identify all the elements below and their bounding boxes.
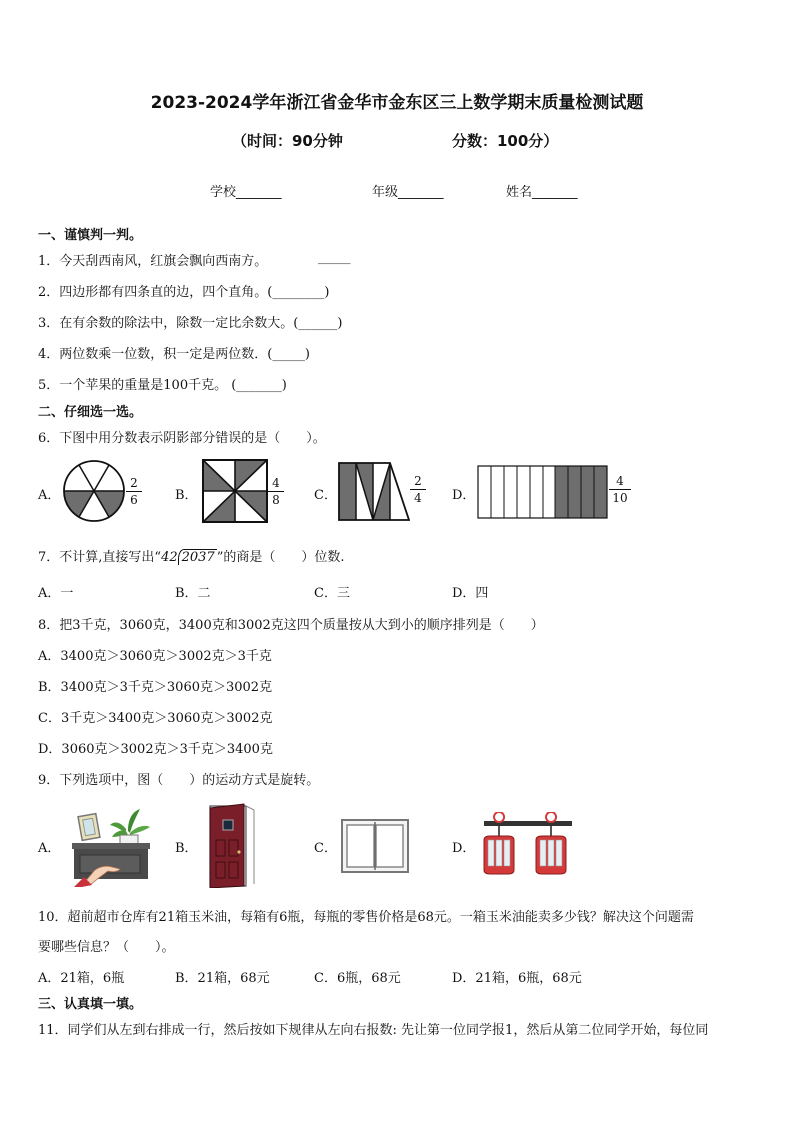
circle-shaded-sector-1 (94, 491, 124, 517)
fraction-c-numerator: 2 (414, 474, 422, 488)
question-6: 6．下图中用分数表示阴影部分错误的是（ ）。 (38, 431, 326, 446)
cable-car-picture (480, 812, 576, 880)
fraction-a-numerator: 2 (130, 476, 138, 490)
fraction-c (410, 474, 426, 505)
fraction-a (126, 476, 142, 507)
q9-label-d: D． (452, 841, 476, 856)
q10-option-c: C．6瓶，68元 (314, 971, 401, 986)
fraction-b-numerator: 4 (272, 476, 280, 490)
long-division-sign (178, 549, 217, 565)
question-7-pre: 7．不计算,直接写出“ (38, 550, 162, 565)
divisor: 42 (161, 550, 178, 565)
section-heading-judge: 一、谨慎判一判。 (38, 228, 143, 243)
question-5: 5．一个苹果的重量是100千克。 (_______) (38, 378, 287, 393)
section-heading-choose: 二、仔细选一选。 (38, 405, 143, 420)
q10-option-b: B．21箱，68元 (175, 971, 270, 986)
grade-field: 年级_______ (372, 185, 444, 200)
question-10-line2: 要哪些信息？（ ）。 (38, 940, 175, 955)
question-1: 1．今天刮西南风，红旗会飘向西南方。 (38, 254, 268, 269)
square-eighths-figure (202, 459, 268, 523)
question-2: 2．四边形都有四条直的边，四个直角。(________) (38, 285, 330, 300)
circle-sixths-figure (63, 460, 125, 522)
fraction-a-denominator: 6 (130, 493, 138, 507)
question-8: 8．把3千克，3060克，3400克和3002克这四个质量按从大到小的顺序排列是（ ） (38, 618, 544, 633)
question-7-post: ”的商是（ ）位数. (216, 550, 345, 565)
q9-label-b: B． (175, 841, 198, 856)
fraction-b (268, 476, 284, 507)
q7-option-d: D．四 (452, 586, 489, 601)
fraction-b-denominator: 8 (272, 493, 280, 507)
circle-shaded-sector-2 (64, 491, 94, 517)
fraction-d-numerator: 4 (616, 474, 624, 488)
q10-option-d: D．21箱，6瓶，68元 (452, 971, 582, 986)
question-9: 9．下列选项中，图（ ）的运动方式是旋转。 (38, 773, 320, 788)
q8-option-b: B．3400克＞3千克＞3060克＞3002克 (38, 680, 273, 695)
q6-label-b: B． (175, 488, 198, 503)
drawer-shelf-picture (70, 805, 152, 887)
q8-option-d: D．3060克＞3002克＞3千克＞3400克 (38, 742, 273, 757)
strip-tenths-figure (477, 465, 609, 519)
fraction-d (609, 474, 631, 505)
q7-option-c: C．三 (314, 586, 350, 601)
q9-label-c: C． (314, 841, 337, 856)
q7-option-a: A．一 (38, 586, 74, 601)
parallelogram-quarters-figure (338, 461, 410, 521)
question-3: 3．在有余数的除法中，除数一定比余数大。(______) (38, 316, 343, 331)
page-title: 2023-2024学年浙江省金华市金东区三上数学期末质量检测试题 (150, 93, 644, 113)
question-10-line1: 10．超前超市仓库有21箱玉米油，每箱有6瓶，每瓶的零售价格是68元。一箱玉米油能卖多少钱？解决这个问题需 (38, 910, 694, 925)
q10-option-a: A．21箱，6瓶 (38, 971, 125, 986)
q8-option-a: A．3400克＞3060克＞3002克＞3千克 (38, 649, 272, 664)
q6-label-a: A． (38, 488, 61, 503)
question-11: 11．同学们从左到右排成一行，然后按如下规律从左向右报数: 先让第一位同学报1，然后从第二位同学开始，每位同 (38, 1023, 709, 1038)
dividend: 2037 (181, 550, 215, 565)
question-1-blank: _____ (318, 250, 351, 265)
door-picture (206, 802, 260, 888)
q9-label-a: A． (38, 841, 61, 856)
name-field: 姓名_______ (506, 185, 578, 200)
exam-time: （时间：90分钟 (232, 132, 343, 150)
question-7 (38, 546, 344, 565)
section-heading-fill: 三、认真填一填。 (38, 997, 143, 1012)
question-4: 4．两位数乘一位数，积一定是两位数．(_____) (38, 347, 310, 362)
q8-option-c: C．3千克＞3400克＞3060克＞3002克 (38, 711, 273, 726)
q6-label-d: D． (452, 488, 476, 503)
exam-score: 分数：100分） (452, 132, 559, 150)
fraction-c-denominator: 4 (414, 491, 422, 505)
sliding-window-picture (340, 818, 410, 874)
fraction-d-denominator: 10 (612, 491, 628, 505)
q6-label-c: C． (314, 488, 337, 503)
school-field: 学校_______ (210, 185, 282, 200)
q7-option-b: B．二 (175, 586, 211, 601)
